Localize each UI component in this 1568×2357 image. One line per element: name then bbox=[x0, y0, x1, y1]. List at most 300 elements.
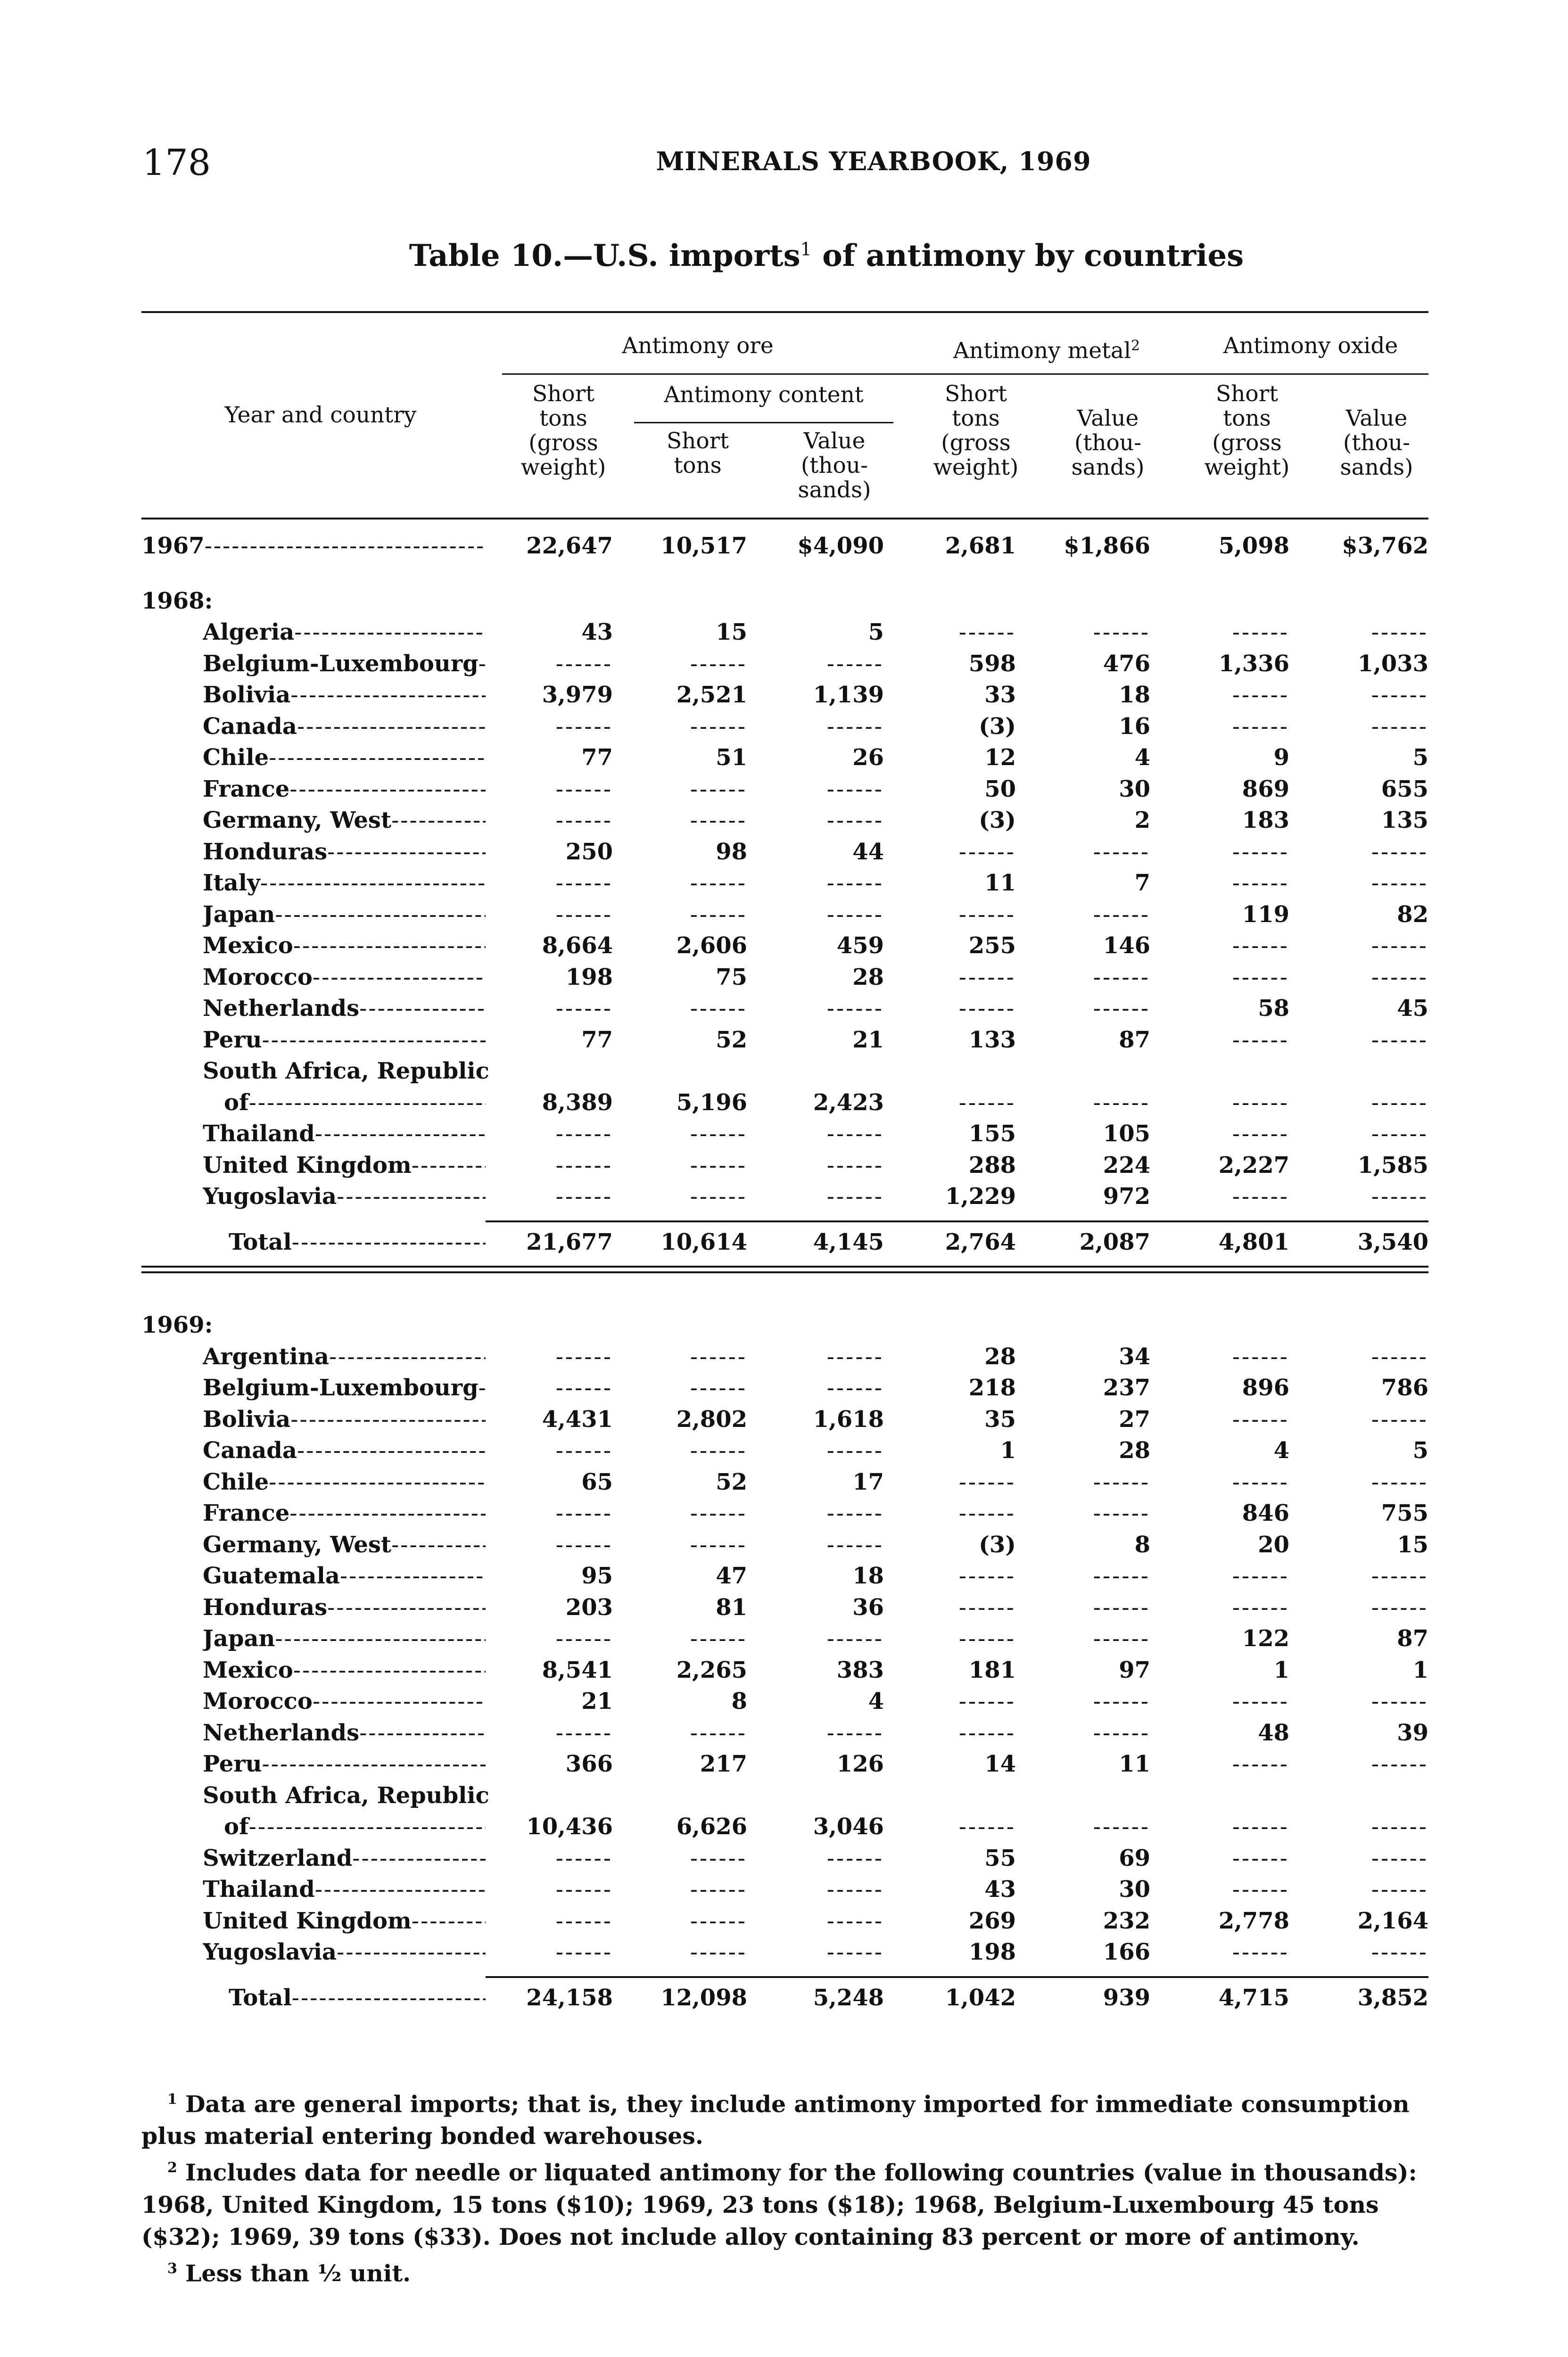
value-cell: 51 bbox=[716, 744, 747, 771]
value-cell: 5,098 bbox=[1218, 533, 1289, 559]
empty-cell-dashes: ------ bbox=[555, 807, 613, 833]
row-label: Thailand ----- bbox=[203, 1876, 486, 1903]
running-head: MINERALS YEARBOOK, 1969 bbox=[656, 146, 1091, 176]
value-cell: 1 bbox=[1000, 1437, 1016, 1464]
value-cell: $4,090 bbox=[797, 533, 884, 559]
value-cell: 2,521 bbox=[676, 682, 747, 708]
empty-cell-dashes: ------ bbox=[1232, 1121, 1289, 1147]
value-cell: 28 bbox=[1119, 1437, 1150, 1464]
value-cell: 98 bbox=[716, 838, 747, 865]
value-cell: 55 bbox=[984, 1845, 1016, 1871]
empty-cell-dashes: ------ bbox=[555, 1845, 613, 1871]
value-cell: 97 bbox=[1119, 1656, 1150, 1683]
value-cell: 1,042 bbox=[945, 1984, 1016, 2011]
empty-cell-dashes: ------ bbox=[826, 1500, 884, 1526]
table-row bbox=[141, 1813, 1428, 1845]
value-cell: 95 bbox=[581, 1563, 613, 1589]
empty-cell-dashes: ------ bbox=[1232, 1845, 1289, 1871]
value-cell: 58 bbox=[1258, 995, 1289, 1022]
row-label: Japan ----- bbox=[203, 901, 486, 928]
empty-cell-dashes: ------ bbox=[1371, 1468, 1428, 1495]
table-row bbox=[141, 1625, 1428, 1656]
header-antimony-content: Antimony content bbox=[664, 382, 864, 408]
group-rule bbox=[502, 373, 1428, 375]
value-cell: 366 bbox=[565, 1751, 613, 1777]
value-cell: 3,540 bbox=[1357, 1228, 1428, 1255]
empty-cell-dashes: ------ bbox=[555, 1500, 613, 1526]
row-label: of ----- bbox=[224, 1089, 486, 1116]
value-cell: 43 bbox=[581, 619, 613, 645]
table-title-footnote-mark: 1 bbox=[800, 239, 812, 260]
header-ore-content-short-tons: Short tons bbox=[666, 428, 729, 478]
table-row bbox=[141, 1782, 1428, 1813]
footnote-mark: 1 bbox=[167, 2091, 177, 2108]
row-label: 1968: bbox=[141, 587, 213, 614]
row-label: Switzerland ----- bbox=[203, 1845, 486, 1871]
header-oxide-value: Value (thou- sands) bbox=[1340, 405, 1413, 480]
value-cell: 146 bbox=[1103, 932, 1150, 959]
empty-cell-dashes: ------ bbox=[1232, 1406, 1289, 1433]
value-cell: 1,229 bbox=[945, 1183, 1016, 1210]
row-label: Guatemala ----- bbox=[203, 1563, 486, 1589]
table-row bbox=[141, 619, 1428, 650]
row-label: Argentina ----- bbox=[203, 1343, 486, 1370]
header-oxide-short-tons-gross: Short tons (gross weight) bbox=[1204, 381, 1290, 480]
value-cell: (3) bbox=[979, 807, 1016, 833]
value-cell: 36 bbox=[852, 1594, 884, 1621]
value-cell: 21,677 bbox=[526, 1228, 613, 1255]
value-cell: 15 bbox=[1397, 1531, 1428, 1558]
empty-cell-dashes: ------ bbox=[1232, 619, 1289, 645]
value-cell: 82 bbox=[1397, 901, 1428, 928]
value-cell: 10,517 bbox=[660, 533, 747, 559]
empty-cell-dashes: ------ bbox=[826, 1907, 884, 1934]
row-label: Netherlands ----- bbox=[203, 1720, 486, 1746]
row-label: United Kingdom ----- bbox=[203, 1152, 486, 1178]
footnote bbox=[141, 2152, 1433, 2252]
value-cell: 2,227 bbox=[1218, 1152, 1289, 1178]
empty-cell-dashes: ------ bbox=[1371, 870, 1428, 896]
empty-cell-dashes: ------ bbox=[1093, 1813, 1150, 1840]
empty-cell-dashes: ------ bbox=[958, 901, 1016, 928]
empty-cell-dashes: ------ bbox=[690, 713, 747, 740]
value-cell: 44 bbox=[852, 838, 884, 865]
value-cell: 1 bbox=[1273, 1656, 1289, 1683]
empty-cell-dashes: ------ bbox=[958, 1688, 1016, 1714]
empty-cell-dashes: ------ bbox=[958, 1500, 1016, 1526]
value-cell: 11 bbox=[1119, 1751, 1150, 1777]
empty-cell-dashes: ------ bbox=[1232, 1939, 1289, 1965]
empty-cell-dashes: ------ bbox=[1232, 1688, 1289, 1714]
empty-cell-dashes: ------ bbox=[826, 1121, 884, 1147]
footnote bbox=[141, 2084, 1433, 2152]
footnote-mark: 3 bbox=[167, 2260, 177, 2277]
row-label: Germany, West ----- bbox=[203, 1532, 486, 1558]
table-row bbox=[141, 1058, 1428, 1089]
empty-cell-dashes: ------ bbox=[1232, 1089, 1289, 1116]
empty-cell-dashes: ------ bbox=[690, 1500, 747, 1526]
row-label: Morocco ----- bbox=[203, 964, 486, 990]
table-row bbox=[141, 1720, 1428, 1751]
value-cell: $3,762 bbox=[1342, 533, 1428, 559]
value-cell: 17 bbox=[852, 1468, 884, 1495]
table-row bbox=[141, 776, 1428, 807]
table-row bbox=[141, 964, 1428, 995]
empty-cell-dashes: ------ bbox=[826, 870, 884, 896]
value-cell: (3) bbox=[979, 1531, 1016, 1558]
empty-cell-dashes: ------ bbox=[958, 838, 1016, 865]
row-label: Bolivia ----- bbox=[203, 1406, 486, 1433]
value-cell: 1,618 bbox=[813, 1406, 884, 1433]
value-cell: 87 bbox=[1119, 1026, 1150, 1053]
table-row bbox=[141, 1121, 1428, 1152]
value-cell: 30 bbox=[1119, 775, 1150, 802]
value-cell: 2,802 bbox=[676, 1406, 747, 1433]
empty-cell-dashes: ------ bbox=[690, 1625, 747, 1652]
empty-cell-dashes: ------ bbox=[690, 1939, 747, 1965]
table-row bbox=[141, 1939, 1428, 1970]
value-cell: 87 bbox=[1397, 1625, 1428, 1652]
empty-cell-dashes: ------ bbox=[1232, 1876, 1289, 1903]
empty-cell-dashes: ------ bbox=[1093, 1468, 1150, 1495]
table-row bbox=[141, 1089, 1428, 1121]
value-cell: 43 bbox=[984, 1876, 1016, 1903]
value-cell: 18 bbox=[852, 1563, 884, 1589]
value-cell: 135 bbox=[1381, 807, 1428, 833]
value-cell: 81 bbox=[716, 1594, 747, 1621]
empty-cell-dashes: ------ bbox=[1232, 1594, 1289, 1621]
row-label: Bolivia ----- bbox=[203, 682, 486, 708]
empty-cell-dashes: ------ bbox=[690, 1343, 747, 1370]
total-row bbox=[141, 1229, 1428, 1260]
row-label: Total ----- bbox=[229, 1229, 486, 1255]
header-antimony-metal-footnote: 2 bbox=[1131, 338, 1140, 354]
empty-cell-dashes: ------ bbox=[690, 775, 747, 802]
value-cell: 786 bbox=[1381, 1375, 1428, 1401]
table-title-rest: of antimony by countries bbox=[822, 238, 1244, 273]
empty-cell-dashes: ------ bbox=[958, 1594, 1016, 1621]
empty-cell-dashes: ------ bbox=[826, 650, 884, 677]
value-cell: 52 bbox=[716, 1026, 747, 1053]
value-cell: 1,336 bbox=[1218, 650, 1289, 677]
empty-cell-dashes: ------ bbox=[1093, 1089, 1150, 1116]
value-cell: 896 bbox=[1242, 1375, 1289, 1401]
footnotes bbox=[141, 2084, 1433, 2289]
total-row bbox=[141, 1985, 1428, 2016]
empty-cell-dashes: ------ bbox=[826, 1845, 884, 1871]
year-section-heading bbox=[141, 1312, 1428, 1343]
empty-cell-dashes: ------ bbox=[1232, 1751, 1289, 1777]
value-cell: 22,647 bbox=[526, 533, 613, 559]
empty-cell-dashes: ------ bbox=[826, 713, 884, 740]
value-cell: 126 bbox=[836, 1751, 884, 1777]
value-cell: 5 bbox=[868, 619, 884, 645]
value-cell: 47 bbox=[716, 1563, 747, 1589]
value-cell: 1,585 bbox=[1357, 1152, 1428, 1178]
empty-cell-dashes: ------ bbox=[690, 1531, 747, 1558]
empty-cell-dashes: ------ bbox=[1232, 1563, 1289, 1589]
empty-cell-dashes: ------ bbox=[826, 1437, 884, 1464]
empty-cell-dashes: ------ bbox=[1232, 1026, 1289, 1053]
value-cell: 217 bbox=[700, 1751, 747, 1777]
value-cell: 476 bbox=[1103, 650, 1150, 677]
empty-cell-dashes: ------ bbox=[958, 1625, 1016, 1652]
empty-cell-dashes: ------ bbox=[958, 1719, 1016, 1746]
empty-cell-dashes: ------ bbox=[555, 870, 613, 896]
value-cell: 30 bbox=[1119, 1876, 1150, 1903]
empty-cell-dashes: ------ bbox=[1371, 838, 1428, 865]
value-cell: 18 bbox=[1119, 682, 1150, 708]
empty-cell-dashes: ------ bbox=[690, 650, 747, 677]
header-metal-short-tons-gross: Short tons (gross weight) bbox=[933, 381, 1019, 480]
header-metal-value: Value (thou- sands) bbox=[1071, 405, 1145, 480]
empty-cell-dashes: ------ bbox=[690, 1437, 747, 1464]
table-row bbox=[141, 1152, 1428, 1183]
value-cell: 16 bbox=[1119, 713, 1150, 740]
empty-cell-dashes: ------ bbox=[958, 964, 1016, 990]
table-row bbox=[141, 1876, 1428, 1907]
row-label: France ----- bbox=[203, 1500, 486, 1526]
empty-cell-dashes: ------ bbox=[826, 1625, 884, 1652]
row-label: Morocco ----- bbox=[203, 1688, 486, 1714]
value-cell: 119 bbox=[1242, 901, 1289, 928]
empty-cell-dashes: ------ bbox=[826, 995, 884, 1022]
empty-cell-dashes: ------ bbox=[1232, 838, 1289, 865]
empty-cell-dashes: ------ bbox=[690, 807, 747, 833]
row-label: Yugoslavia ----- bbox=[203, 1183, 486, 1210]
empty-cell-dashes: ------ bbox=[958, 1089, 1016, 1116]
header-antimony-ore: Antimony ore bbox=[622, 333, 774, 359]
empty-cell-dashes: ------ bbox=[1371, 1183, 1428, 1210]
table-row bbox=[141, 870, 1428, 901]
empty-cell-dashes: ------ bbox=[958, 995, 1016, 1022]
table-row bbox=[141, 1532, 1428, 1563]
value-cell: 75 bbox=[716, 964, 747, 990]
empty-cell-dashes: ------ bbox=[555, 1625, 613, 1652]
empty-cell-dashes: ------ bbox=[690, 995, 747, 1022]
value-cell: 237 bbox=[1103, 1375, 1150, 1401]
empty-cell-dashes: ------ bbox=[1371, 1688, 1428, 1714]
value-cell: 5,196 bbox=[676, 1089, 747, 1116]
empty-cell-dashes: ------ bbox=[826, 1343, 884, 1370]
value-cell: 166 bbox=[1103, 1939, 1150, 1965]
empty-cell-dashes: ------ bbox=[1371, 1594, 1428, 1621]
table-row bbox=[141, 744, 1428, 775]
row-label: Chile ----- bbox=[203, 744, 486, 771]
value-cell: 2,265 bbox=[676, 1656, 747, 1683]
value-cell: 122 bbox=[1242, 1625, 1289, 1652]
row-label: Chile ----- bbox=[203, 1469, 486, 1495]
empty-cell-dashes: ------ bbox=[1093, 964, 1150, 990]
empty-cell-dashes: ------ bbox=[555, 1121, 613, 1147]
value-cell: 48 bbox=[1258, 1719, 1289, 1746]
value-cell: 383 bbox=[836, 1656, 884, 1683]
empty-cell-dashes: ------ bbox=[1232, 964, 1289, 990]
empty-cell-dashes: ------ bbox=[1371, 1939, 1428, 1965]
table-row bbox=[141, 651, 1428, 682]
table-row bbox=[141, 1594, 1428, 1625]
value-cell: 2,778 bbox=[1218, 1907, 1289, 1934]
page-number: 178 bbox=[142, 141, 211, 183]
value-cell: 3,852 bbox=[1357, 1984, 1428, 2011]
value-cell: 198 bbox=[968, 1939, 1016, 1965]
value-cell: 198 bbox=[565, 964, 613, 990]
table-row bbox=[141, 682, 1428, 713]
table-row bbox=[141, 1908, 1428, 1939]
value-cell: 12 bbox=[984, 744, 1016, 771]
row-label: Thailand ----- bbox=[203, 1121, 486, 1147]
value-cell: 52 bbox=[716, 1468, 747, 1495]
row-label: South Africa, Republic bbox=[203, 1058, 489, 1084]
value-cell: 105 bbox=[1103, 1121, 1150, 1147]
value-cell: 2 bbox=[1134, 807, 1150, 833]
table-row bbox=[141, 1183, 1428, 1214]
table-row bbox=[141, 1027, 1428, 1058]
empty-cell-dashes: ------ bbox=[1232, 713, 1289, 740]
empty-cell-dashes: ------ bbox=[1093, 995, 1150, 1022]
value-cell: 3,979 bbox=[542, 682, 613, 708]
empty-cell-dashes: ------ bbox=[690, 870, 747, 896]
footnote bbox=[141, 2253, 1433, 2289]
empty-cell-dashes: ------ bbox=[1093, 901, 1150, 928]
empty-cell-dashes: ------ bbox=[690, 1183, 747, 1210]
row-label: Peru ----- bbox=[203, 1751, 486, 1777]
value-cell: 21 bbox=[581, 1688, 613, 1714]
empty-cell-dashes: ------ bbox=[690, 1375, 747, 1401]
value-cell: 27 bbox=[1119, 1406, 1150, 1433]
content-rule bbox=[634, 422, 893, 423]
value-cell: 4 bbox=[1273, 1437, 1289, 1464]
table-row bbox=[141, 807, 1428, 838]
value-cell: 846 bbox=[1242, 1500, 1289, 1526]
empty-cell-dashes: ------ bbox=[826, 1531, 884, 1558]
value-cell: 459 bbox=[836, 932, 884, 959]
value-cell: 24,158 bbox=[526, 1984, 613, 2011]
header-ore-short-tons-gross: Short tons (gross weight) bbox=[520, 381, 606, 480]
value-cell: 4,715 bbox=[1218, 1984, 1289, 2011]
value-cell: 4,801 bbox=[1218, 1228, 1289, 1255]
value-cell: 7 bbox=[1134, 870, 1150, 896]
empty-cell-dashes: ------ bbox=[826, 1719, 884, 1746]
empty-cell-dashes: ------ bbox=[826, 807, 884, 833]
empty-cell-dashes: ------ bbox=[555, 1907, 613, 1934]
value-cell: 250 bbox=[565, 838, 613, 865]
row-label: Total ----- bbox=[229, 1985, 486, 2011]
empty-cell-dashes: ------ bbox=[1371, 713, 1428, 740]
empty-cell-dashes: ------ bbox=[555, 1939, 613, 1965]
row-label: Peru ----- bbox=[203, 1027, 486, 1053]
empty-cell-dashes: ------ bbox=[555, 1719, 613, 1746]
empty-cell-dashes: ------ bbox=[1232, 1343, 1289, 1370]
row-label: Belgium-Luxembourg ----- bbox=[203, 651, 486, 677]
value-cell: 65 bbox=[581, 1468, 613, 1495]
empty-cell-dashes: ------ bbox=[1371, 932, 1428, 959]
total-rule bbox=[486, 1220, 1428, 1222]
table-row bbox=[141, 1437, 1428, 1468]
table-row bbox=[141, 1657, 1428, 1688]
empty-cell-dashes: ------ bbox=[958, 1468, 1016, 1495]
empty-cell-dashes: ------ bbox=[1371, 1845, 1428, 1871]
row-label: Honduras ----- bbox=[203, 839, 486, 865]
value-cell: 4 bbox=[1134, 744, 1150, 771]
value-cell: 20 bbox=[1258, 1531, 1289, 1558]
value-cell: 939 bbox=[1103, 1984, 1150, 2011]
value-cell: 269 bbox=[968, 1907, 1016, 1934]
total-rule bbox=[486, 1976, 1428, 1978]
empty-cell-dashes: ------ bbox=[1093, 1500, 1150, 1526]
row-label: Netherlands ----- bbox=[203, 995, 486, 1022]
empty-cell-dashes: ------ bbox=[1093, 1719, 1150, 1746]
empty-cell-dashes: ------ bbox=[1371, 1813, 1428, 1840]
empty-cell-dashes: ------ bbox=[1371, 1121, 1428, 1147]
empty-cell-dashes: ------ bbox=[826, 1939, 884, 1965]
value-cell: 10,436 bbox=[526, 1813, 613, 1840]
value-cell: 224 bbox=[1103, 1152, 1150, 1178]
value-cell: 755 bbox=[1381, 1500, 1428, 1526]
total-rule bbox=[141, 1271, 1428, 1273]
value-cell: 8,664 bbox=[542, 932, 613, 959]
footnote-text: Includes data for needle or liquated antimony for the following countries (value in thousands): 1968, United Kingdom, 15 tons ($10); 1969, 23 tons ($18); 1968, Belgium-Luxembourg 45 tons ($32); 1969, 39 tons ($33). Does not include alloy containing 83 percent or more of antimony. bbox=[141, 2159, 1417, 2250]
row-label: Japan ----- bbox=[203, 1625, 486, 1652]
empty-cell-dashes: ------ bbox=[555, 1152, 613, 1178]
empty-cell-dashes: ------ bbox=[555, 1343, 613, 1370]
value-cell: 50 bbox=[984, 775, 1016, 802]
value-cell: 35 bbox=[984, 1406, 1016, 1433]
empty-cell-dashes: ------ bbox=[826, 1152, 884, 1178]
value-cell: 28 bbox=[984, 1343, 1016, 1370]
header-year-and-country: Year and country bbox=[224, 402, 417, 428]
value-cell: 181 bbox=[968, 1656, 1016, 1683]
row-label: Canada ----- bbox=[203, 713, 486, 740]
empty-cell-dashes: ------ bbox=[1093, 838, 1150, 865]
table-row bbox=[141, 839, 1428, 870]
footnote-text: Data are general imports; that is, they include antimony imported for immediate consumption plus material entering bonded warehouses. bbox=[141, 2090, 1410, 2150]
table-row bbox=[141, 901, 1428, 932]
value-cell: 288 bbox=[968, 1152, 1016, 1178]
value-cell: 232 bbox=[1103, 1907, 1150, 1934]
header-bottom-rule bbox=[141, 518, 1428, 519]
row-label: 1967 ----- bbox=[141, 533, 486, 559]
table-row bbox=[141, 1688, 1428, 1719]
row-label: Honduras ----- bbox=[203, 1594, 486, 1621]
empty-cell-dashes: ------ bbox=[1371, 1751, 1428, 1777]
table-row bbox=[141, 1751, 1428, 1782]
value-cell: 39 bbox=[1397, 1719, 1428, 1746]
value-cell: 655 bbox=[1381, 775, 1428, 802]
table-row bbox=[141, 533, 1428, 564]
value-cell: 69 bbox=[1119, 1845, 1150, 1871]
table-row bbox=[141, 995, 1428, 1026]
value-cell: 203 bbox=[565, 1594, 613, 1621]
empty-cell-dashes: ------ bbox=[555, 1183, 613, 1210]
empty-cell-dashes: ------ bbox=[1371, 1089, 1428, 1116]
value-cell: 133 bbox=[968, 1026, 1016, 1053]
empty-cell-dashes: ------ bbox=[690, 1907, 747, 1934]
header-ore-content-value: Value (thou- sands) bbox=[798, 428, 871, 503]
value-cell: 155 bbox=[968, 1121, 1016, 1147]
empty-cell-dashes: ------ bbox=[826, 1375, 884, 1401]
empty-cell-dashes: ------ bbox=[690, 1152, 747, 1178]
row-label: France ----- bbox=[203, 776, 486, 802]
value-cell: 9 bbox=[1273, 744, 1289, 771]
empty-cell-dashes: ------ bbox=[1371, 619, 1428, 645]
value-cell: 5 bbox=[1412, 1437, 1428, 1464]
empty-cell-dashes: ------ bbox=[1371, 1876, 1428, 1903]
value-cell: 33 bbox=[984, 682, 1016, 708]
empty-cell-dashes: ------ bbox=[1232, 1813, 1289, 1840]
row-label: Belgium-Luxembourg ----- bbox=[203, 1375, 486, 1401]
header-antimony-oxide: Antimony oxide bbox=[1223, 333, 1398, 359]
